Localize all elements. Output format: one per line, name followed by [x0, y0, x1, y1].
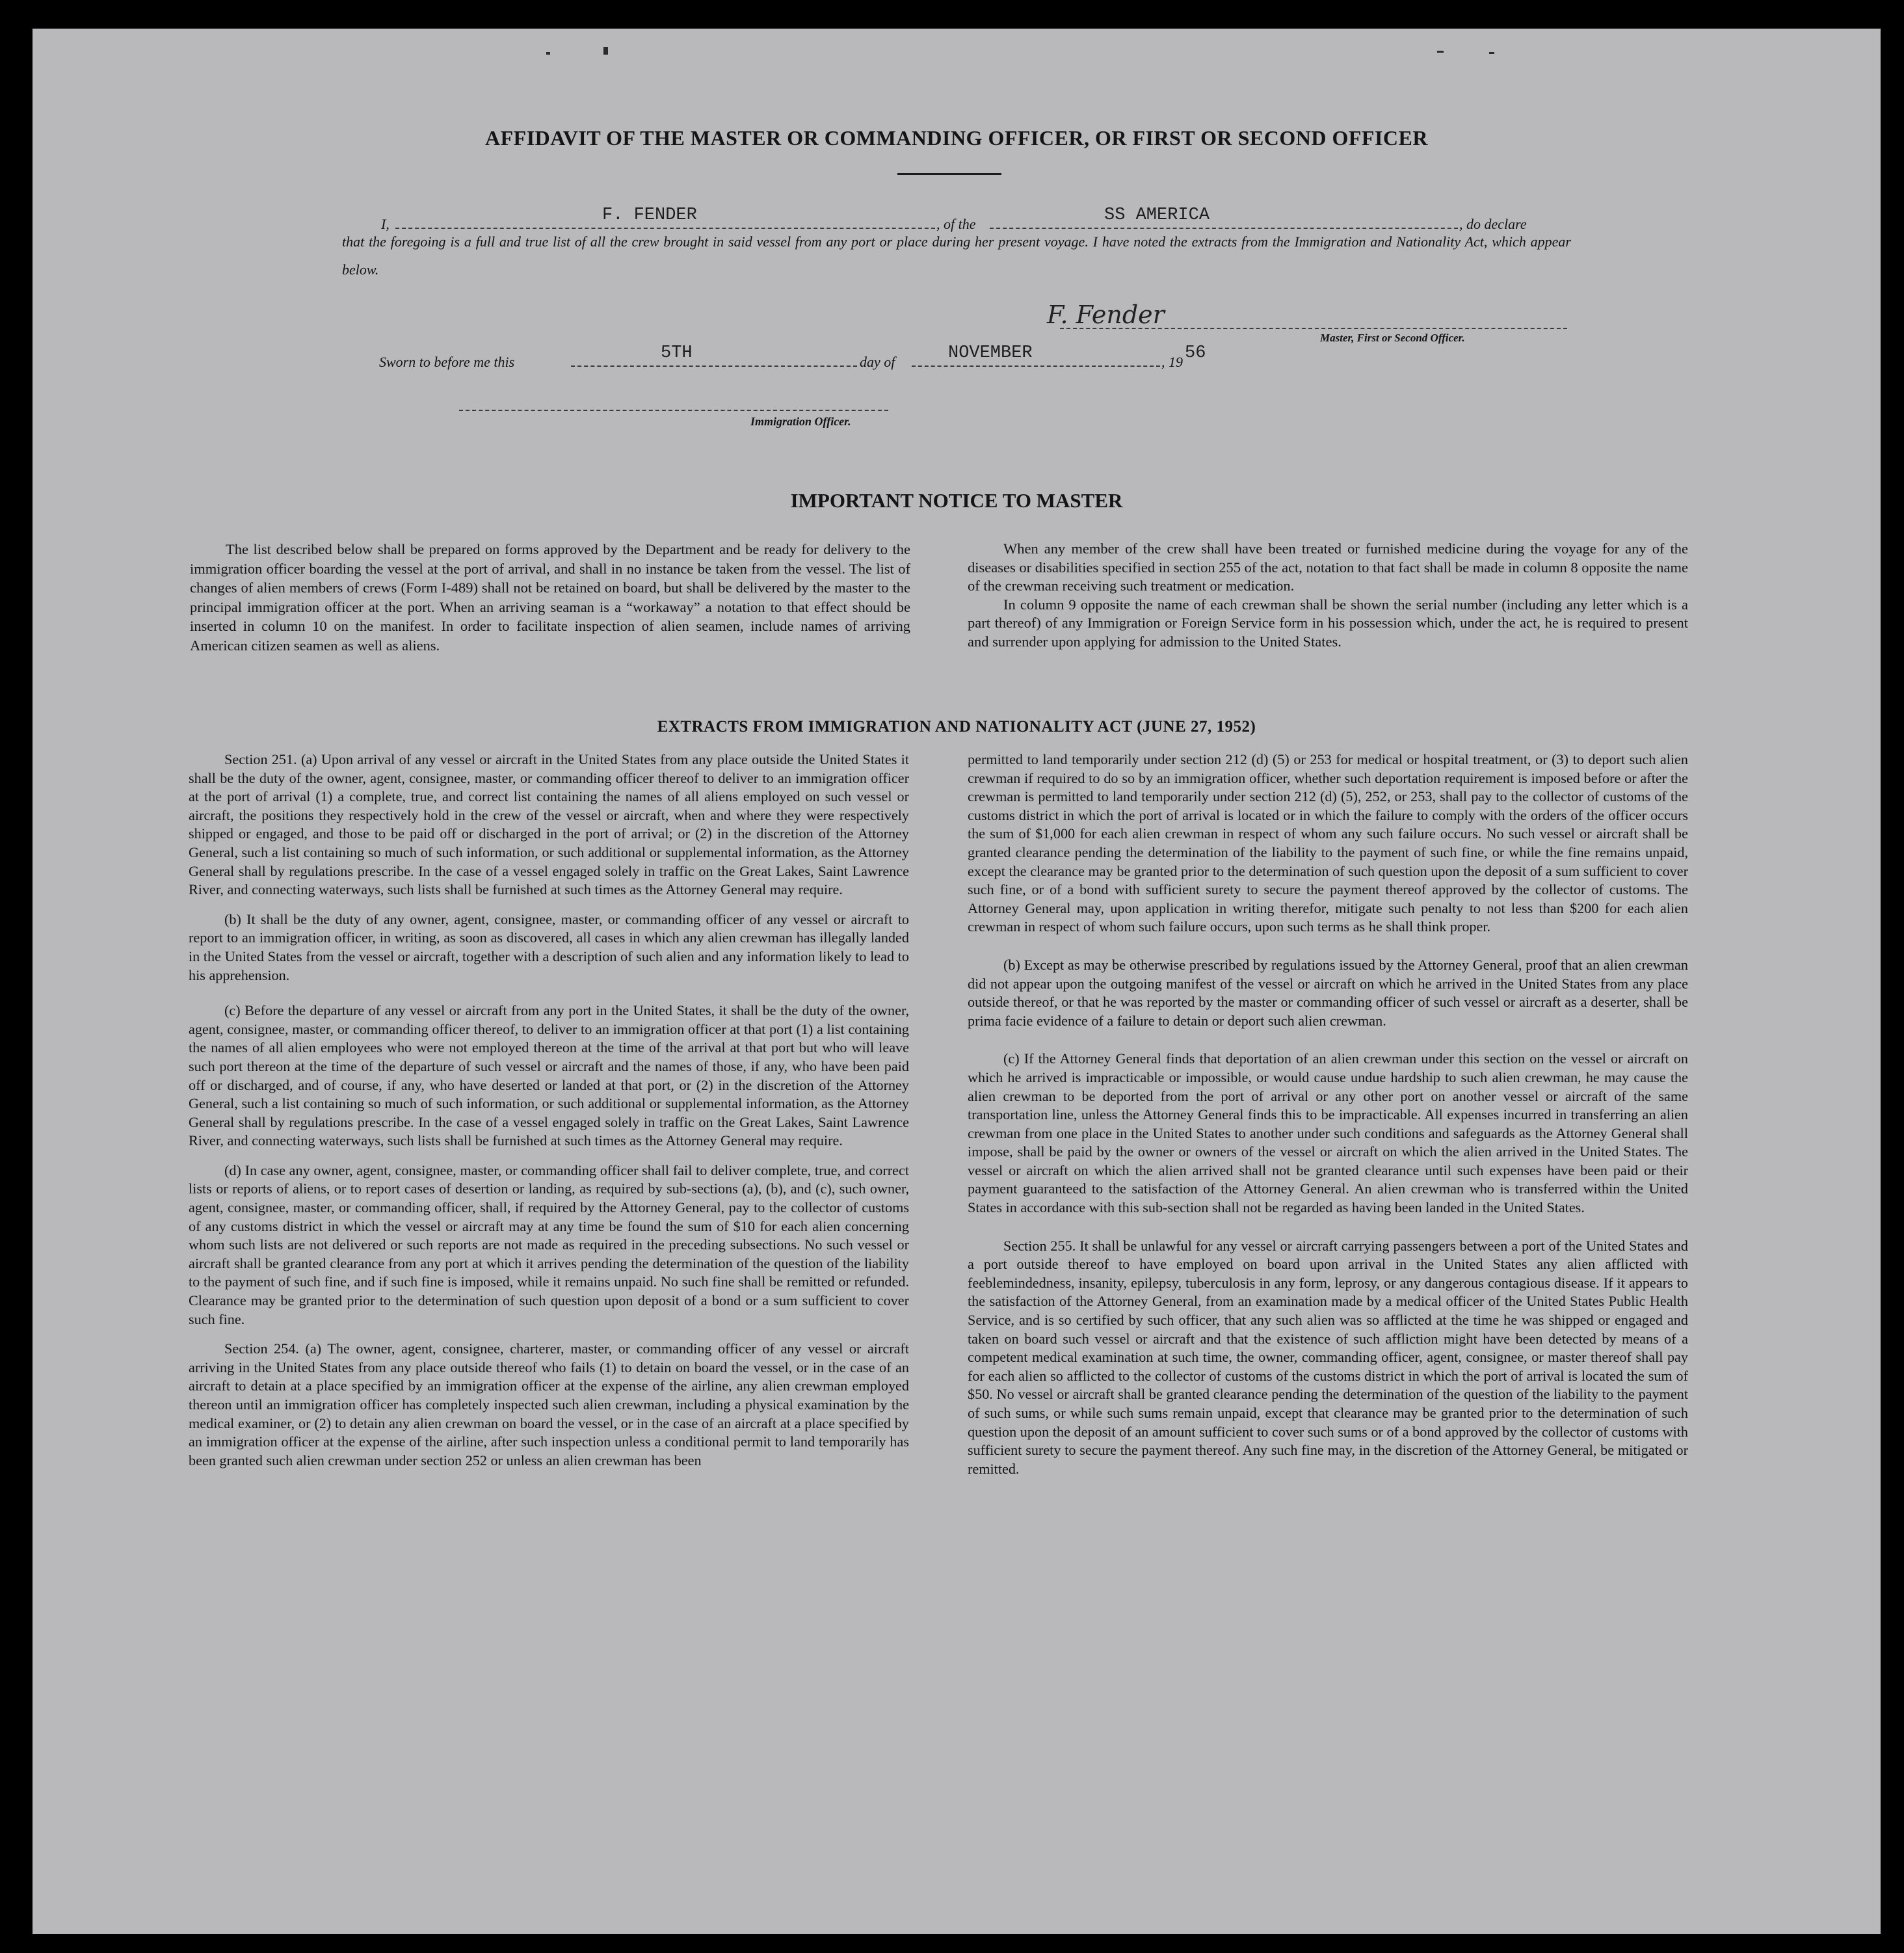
- immigration-officer-caption: Immigration Officer.: [750, 415, 851, 428]
- sworn-month-field: NOVEMBER: [948, 343, 1033, 363]
- section-251-d: (d) In case any owner, agent, consignee, master, or commanding officer shall fail to deliver complete, true, and correct lists or reports of aliens, or to report cases of desertion or landing, as required by sub-sections (a), (b), and (c), such owner, agent, consignee, master, or commanding officer, shall, if required by the Attorney General, pay to the collector of customs of any customs district in which the vessel or aircraft may at any time be found the sum of $10 for each alien concerning whom such lists are not delivered or such reports are not made as required in the preceding subsections. No such vessel or aircraft shall be granted clearance from any port at which it arrives pending the determination of the question of the liability to the payment of such fine, and if such fine is imposed, while it remains unpaid. No such fine shall be remitted or refunded. Clearance may be granted prior to the determination of such question upon deposit of a bond or a sum sufficient to cover such fine.: [189, 1162, 909, 1327]
- title-rule: [897, 173, 1001, 175]
- declaration-of-the: , of the: [936, 216, 976, 232]
- notice-right-column: [968, 540, 1688, 651]
- signature-blank: [1060, 310, 1567, 329]
- notice-heading: IMPORTANT NOTICE TO MASTER: [790, 489, 1123, 512]
- declaration-pre-name: I,: [381, 216, 390, 232]
- declaration-do-declare: , do declare: [1459, 216, 1527, 232]
- notice-right-paragraph-1: When any member of the crew shall have been treated or furnished medicine during the voyage for any of the diseases or disabilities specified in section 255 of the act, notation to that fact shall be made in column 8 opposite the name of the crewman receiving such treatment or medication.: [968, 540, 1688, 594]
- signature-caption: Master, First or Second Officer.: [1320, 332, 1465, 344]
- notice-right-paragraph-2: In column 9 opposite the name of each crewman shall be shown the serial number (including any letter which is a part thereof) of any Immigration or Foreign Service form in his possession which, under the act, he is required to present and surrender upon applying for admission to the United States.: [968, 596, 1688, 650]
- section-254-b: (b) Except as may be otherwise prescribed by regulations issued by the Attorney General, proof that an alien crewman did not appear upon the outgoing manifest of the vessel or aircraft on which he arrived in the United States from any place outside thereof, or that he was reported by the master or commanding officer of such vessel or aircraft as a deserter, shall be prima facie evidence of a failure to detain or deport such alien crewman.: [968, 956, 1688, 1029]
- section-251-c: (c) Before the departure of any vessel or aircraft from any port in the United States, it shall be the duty of the owner, agent, consignee, master, or commanding officer thereof, to deliver to an immigration officer at that port (1) a list containing the names of all alien employees who were not employed thereon at the time of the arrival at that port but who will leave such port thereon at the time of the departure of such vessel or aircraft and the names of those, if any, who have been paid off or discharged, and of course, if any, who have deserted or landed at that port, or (2) in the discretion of the Attorney General, such a list containing so much of such information, or such additional or supplemental information, as the Attorney General shall by regulations prescribe. In the case of a vessel engaged solely in traffic on the Great Lakes, Saint Lawrence River, and connecting waterways, such lists shall be furnished at such times as the Attorney General may require.: [189, 1002, 909, 1149]
- section-251-b: (b) It shall be the duty of any owner, agent, consignee, master, or commanding officer of any vessel or aircraft to report to an immigration officer, in writing, as soon as discovered, all cases in which any alien crewman has illegally landed in the United States from the vessel or aircraft, together with a description of such alien and any information likely to lead to his apprehension.: [189, 910, 909, 983]
- sworn-day-blank: [571, 347, 857, 367]
- notice-left-paragraph: The list described below shall be prepared on forms approved by the Department and be ready for delivery to the immigration officer boarding the vessel at the port of arrival, and shall in no instance be taken from the vessel. The list of changes of alien members of crews (Form I-489) shall not be retained on board, but shall be delivered by the master to the principal immigration officer at the port. When an arriving seaman is a “workaway” a notation to that effect should be inserted in column 10 on the manifest. In order to facilitate inspection of alien seamen, include names of arriving American citizen seamen as well as aliens.: [190, 541, 910, 654]
- section-254-a: Section 254. (a) The owner, agent, consignee, charterer, master, or commanding officer of any vessel or aircraft arriving in the United States from any place outside thereof who fails (1) to detain on board the vessel, or in the case of an aircraft to detain at a place specified by an immigration officer at the expense of the airline, any alien crewman employed thereon until an immigration officer has completely inspected such alien crewman, including a physical examination by the medical examiner, or (2) to detain any alien crewman on board the vessel, or in the case of an aircraft at a place specified by an immigration officer at the expense of the airline, after such inspection unless a conditional permit to land temporarily has been granted such alien crewman under section 252 or unless an alien crewman has been: [189, 1340, 909, 1468]
- sworn-day-field: 5TH: [661, 343, 693, 363]
- vessel-name-field: SS AMERICA: [1104, 206, 1210, 225]
- master-name-field: F. FENDER: [602, 206, 697, 225]
- extracts-heading: EXTRACTS FROM IMMIGRATION AND NATIONALITY ACT (JUNE 27, 1952): [657, 718, 1256, 736]
- master-signature: F. Fender: [1047, 300, 1165, 329]
- day-of-label: day of: [860, 354, 895, 370]
- scan-speck: [546, 52, 550, 55]
- year-prefix: , 19: [1161, 354, 1183, 370]
- section-254-a-continued: permitted to land temporarily under section 212 (d) (5) or 253 for medical or hospital treatment, or (3) to deport such alien crewman if required to do so by an immigration officer, whether such deportation requirement is imposed before or after the crewman is permitted to land temporarily under section 212 (d) (5), 252, or 253, shall pay to the collector of customs of the customs district in which the port of arrival is located or in which the failure to comply with the orders of the officer occurs the sum of $1,000 for each alien crewman in respect of whom any such failure occurs. No such vessel or aircraft shall be granted clearance pending the determination of the liability to the payment of such fine, or while the fine remains unpaid, except the clearance may be granted prior to the determination of such question upon the deposit of a sum sufficient to cover such fine, or of a bond with sufficient surety to secure the payment thereof approved by the collector of customs. The Attorney General may, upon application in writing therefor, mitigate such penalty to not less than $200 for each alien crewman in respect of whom such failure occurs, upon such terms as he shall think proper.: [968, 751, 1688, 935]
- immigration-officer-blank: [459, 403, 888, 411]
- document-sheet: [33, 29, 1881, 1934]
- section-254-c: (c) If the Attorney General finds that deportation of an alien crewman under this section on the vessel or aircraft on which he arrived is impracticable or impossible, or would cause undue hardship to such alien crewman, he may cause the alien crewman to be deported from the port of arrival or any other port on another vessel or aircraft of the same transportation line, unless the Attorney General finds this to be impracticable. All expenses incurred in transferring an alien crewman from one place in the United States to another under such conditions and safeguards as the Attorney General shall impose, shall be paid by the owner or owners of the vessel or aircraft on which the alien arrived in the United States. The vessel or aircraft on which the alien arrived shall not be granted clearance until such expenses have been paid or their payment guaranteed to the satisfaction of the Attorney General. An alien crewman who is transferred within the United States in accordance with this sub-section shall not be regarded as having been landed in the United States.: [968, 1050, 1688, 1216]
- vessel-blank: [990, 209, 1458, 229]
- sworn-year-field: 56: [1185, 343, 1206, 363]
- extracts-left-column: [189, 751, 909, 1470]
- affidavit-title: AFFIDAVIT OF THE MASTER OR COMMANDING OFFICER, OR FIRST OR SECOND OFFICER: [485, 126, 1428, 150]
- notice-left-column: [190, 540, 910, 655]
- declaration-text: that the foregoing is a full and true list of all the crew brought in said vessel from any port or place during her present voyage. I have noted the extracts from the Immigration and Nationality Act, which appear below.: [342, 233, 1571, 278]
- scan-speck: [603, 47, 608, 55]
- sworn-label: Sworn to before me this: [379, 354, 515, 370]
- section-255: Section 255. It shall be unlawful for any vessel or aircraft carrying passengers between a port of the United States and a port outside thereof to have employed on board upon arrival in the United States any alien afflicted with feeblemindedness, insanity, epilepsy, tuberculosis in any form, leprosy, or any dangerous contagious disease. If it appears to the satisfaction of the Attorney General, from an examination made by a medical officer of the United States Public Health Service, and is so certified by such officer, that any such alien was so afflicted at the time he was shipped or engaged and taken on board such vessel or aircraft and that the existence of such affliction might have been detected by means of a competent medical examination at such time, the owner, commanding officer, agent, consignee, or master thereof shall pay for each alien so afflicted to the collector of customs of the customs district in which the port of arrival is located the sum of $50. No vessel or aircraft shall be granted clearance pending the determination of the question of the liability to the payment of such sums, or while such sums remain unpaid, except that clearance may be granted prior to the determination of such question upon the deposit of an amount sufficient to cover such sums or of a bond approved by the collector of customs with sufficient surety to secure the payment thereof. Any such fine may, in the discretion of the Attorney General, be mitigated or remitted.: [968, 1237, 1688, 1477]
- extracts-right-column: [968, 751, 1688, 1478]
- scan-speck: [1437, 51, 1444, 53]
- section-251-a: Section 251. (a) Upon arrival of any vessel or aircraft in the United States from any place outside the United States it shall be the duty of the owner, agent, consignee, master, or commanding officer thereof to deliver to an immigration officer at the port of arrival (1) a complete, true, and correct list containing the names of all aliens employed on such vessel or aircraft, the positions they respectively hold in the crew of the vessel or aircraft, when and where they were respectively shipped or engaged, and those to be paid off or discharged in the port of arrival; or (2) in the discretion of the Attorney General, such a list containing so much of such information, or such additional or supplemental information, as the Attorney General shall by regulations prescribe. In the case of a vessel engaged solely in traffic on the Great Lakes, Saint Lawrence River, and connecting waterways, such lists shall be furnished at such times as the Attorney General may require.: [189, 751, 909, 898]
- scan-speck: [1489, 52, 1494, 54]
